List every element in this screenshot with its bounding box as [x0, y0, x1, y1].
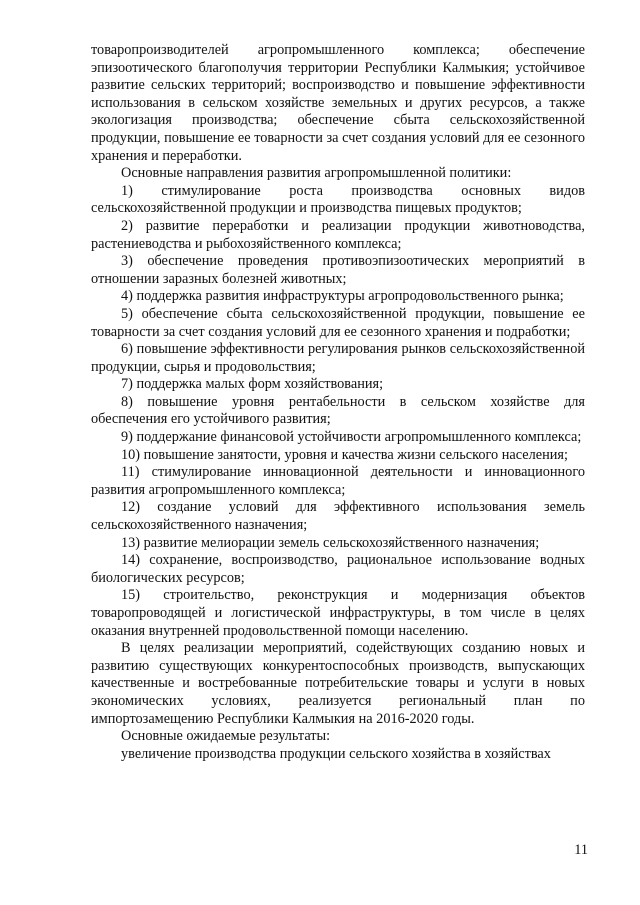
paragraph-intro-continuation: товаропроизводителей агропромышленного комплекса; обеспечение эпизоотического благополучия территории Республики Калмыкия; устойчивое развитие сельских территорий; воспроизводство и повышение эффективности использования в сельском хозяйстве земельных и других ресурсов, а также экологизация производства; обеспечение сбыта сельскохозяйственной продукции, повышение ее товарности за счет создания условий для ее сезонного хранения и переработки. [91, 42, 585, 164]
list-item-12: 12) создание условий для эффективного использования земель сельскохозяйственного назначения; [91, 499, 585, 534]
list-item-15: 15) строительство, реконструкция и модернизация объектов товаропроводящей и логистической инфраструктуры, в том числе в целях оказания внутренней продовольственной помощи населению. [91, 587, 585, 639]
list-item-7: 7) поддержка малых форм хозяйствования; [121, 376, 384, 393]
paragraph-expected-results-heading: Основные ожидаемые результаты: [121, 728, 331, 745]
list-item-8: 8) повышение уровня рентабельности в сельском хозяйстве для обеспечения его устойчивого развития; [91, 393, 585, 428]
paragraph-expected-results-first: увеличение производства продукции сельского хозяйства в хозяйствах [121, 745, 551, 762]
document-body [91, 42, 585, 763]
paragraph-directions-heading: Основные направления развития агропромышленной политики: [121, 165, 512, 182]
list-item-1: 1) стимулирование роста производства основных видов сельскохозяйственной продукции и производства пищевых продуктов; [91, 182, 585, 217]
page-number: 11 [574, 842, 588, 858]
list-item-11: 11) стимулирование инновационной деятельности и инновационного развития агропромышленного комплекса; [91, 464, 585, 498]
list-item-4: 4) поддержка развития инфраструктуры агропродовольственного рынка; [121, 288, 564, 305]
list-item-2: 2) развитие переработки и реализации продукции животноводства, растениеводства и рыбохозяйственного комплекса; [91, 217, 585, 252]
list-item-6: 6) повышение эффективности регулирования рынков сельскохозяйственной продукции, сырья и продовольствия; [91, 341, 585, 375]
list-item-10: 10) повышение занятости, уровня и качества жизни сельского населения; [121, 446, 568, 463]
list-item-14: 14) сохранение, воспроизводство, рациональное использование водных биологических ресурсов; [91, 552, 585, 586]
list-item-13: 13) развитие мелиорации земель сельскохозяйственного назначения; [121, 534, 540, 551]
list-item-9: 9) поддержание финансовой устойчивости агропромышленного комплекса; [121, 429, 582, 446]
paragraph-import-substitution: В целях реализации мероприятий, содействующих созданию новых и развитию существующих конкурентоспособных производств, выпускающих качественные и востребованные потребительские товары и услуги в новых экономических условиях, реализуется региональный план по импортозамещению Республики Калмыкия на 2016-2020 годы. [91, 640, 585, 727]
list-item-5: 5) обеспечение сбыта сельскохозяйственной продукции, повышение ее товарности за счет создания условий для ее сезонного хранения и подработки; [91, 305, 585, 340]
list-item-3: 3) обеспечение проведения противоэпизоотических мероприятий в отношении заразных болезней животных; [91, 253, 585, 287]
